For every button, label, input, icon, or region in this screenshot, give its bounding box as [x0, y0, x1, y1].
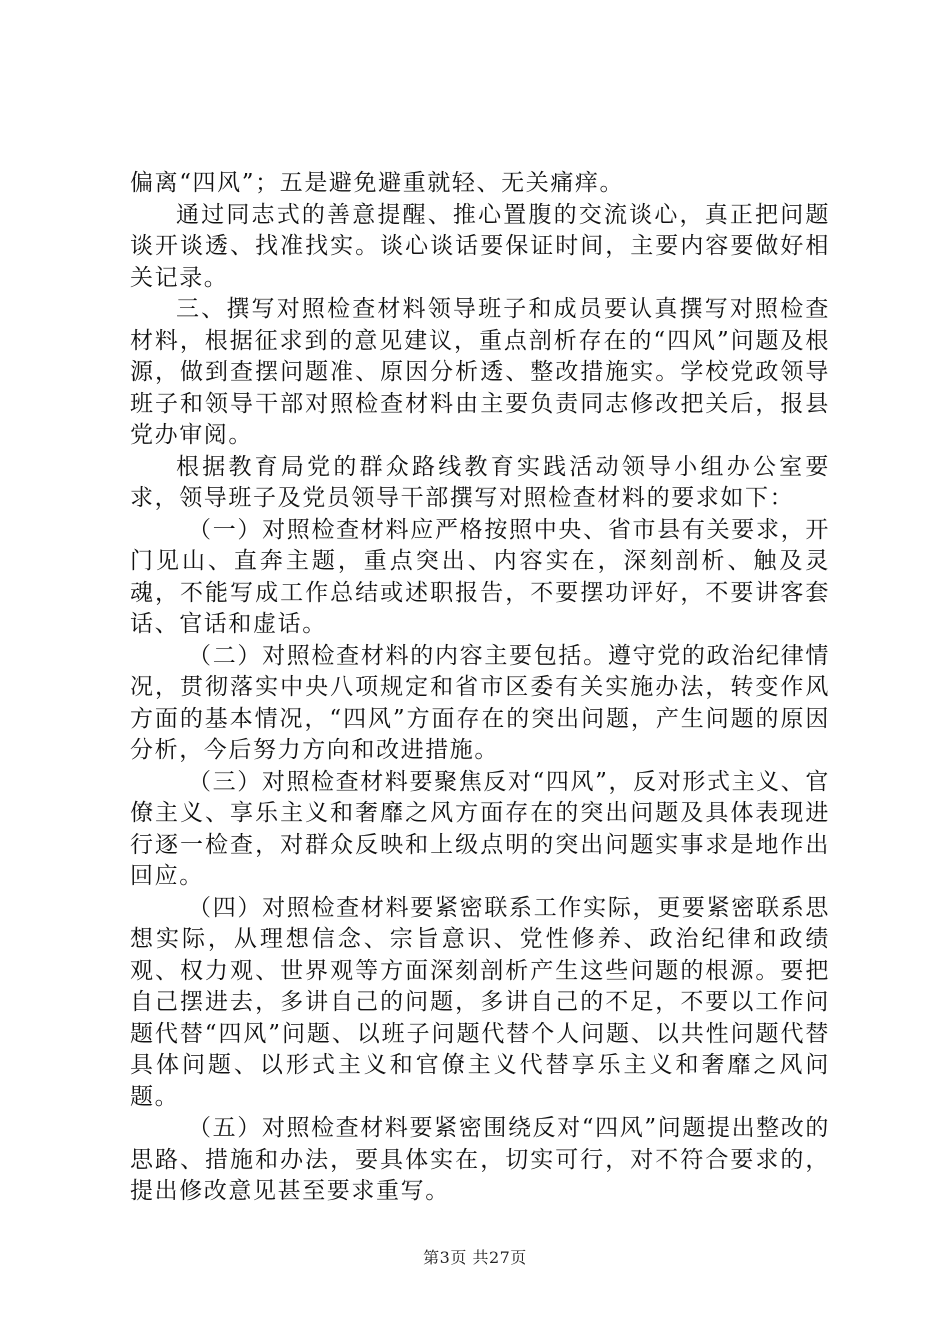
document-body: [130, 168, 830, 1208]
page-number-footer: 第3页 共27页: [423, 1248, 527, 1267]
paragraph-section-three: 三、撰写对照检查材料领导班子和成员要认真撰写对照检查材料，根据征求到的意见建议，重点剖析存在的“四风”问题及根源，做到查摆问题准、原因分析透、整改措施实。学校党政领导班子和领导干部对照检查材料由主要负责同志修改把关后，报县党办审阅。: [130, 296, 830, 448]
paragraph-item-two: （二）对照检查材料的内容主要包括。遵守党的政治纪律情况，贯彻落实中央八项规定和省市区委有关实施办法，转变作风方面的基本情况，“四风”方面存在的突出问题，产生问题的原因分析，今后努力方向和改进措施。: [130, 642, 830, 763]
paragraph-heart-to-heart: 通过同志式的善意提醒、推心置腹的交流谈心，真正把问题谈开谈透、找准找实。谈心谈话要保证时间，主要内容要做好相关记录。: [130, 201, 830, 291]
paragraph-item-three: （三）对照检查材料要聚焦反对“四风”，反对形式主义、官僚主义、享乐主义和奢靡之风方面存在的突出问题及具体表现进行逐一检查，对群众反映和上级点明的突出问题实事求是地作出回应。: [130, 768, 830, 889]
paragraph-item-one: （一）对照检查材料应严格按照中央、省市县有关要求，开门见山、直奔主题，重点突出、内容实在，深刻剖析、触及灵魂，不能写成工作总结或述职报告，不要摆功评好，不要讲客套话、官话和虚话。: [130, 516, 830, 637]
paragraph-item-five: （五）对照检查材料要紧密围绕反对“四风”问题提出整改的思路、措施和办法，要具体实在，切实可行，对不符合要求的，提出修改意见甚至要求重写。: [130, 1115, 830, 1204]
paragraph-continuation: 偏离“四风”；五是避免避重就轻、无关痛痒。: [130, 170, 625, 196]
paragraph-requirements-intro: 根据教育局党的群众路线教育实践活动领导小组办公室要求，领导班子及党员领导干部撰写对照检查材料的要求如下：: [130, 453, 830, 511]
paragraph-item-four: （四）对照检查材料要紧密联系工作实际，更要紧密联系思想实际，从理想信念、宗旨意识、党性修养、政治纪律和政绩观、权力观、世界观等方面深刻剖析产生这些问题的根源。要把自己摆进去，多讲自己的问题，多讲自己的不足，不要以工作问题代替“四风”问题、以班子问题代替个人问题、以共性问题代替具体问题、以形式主义和官僚主义代替享乐主义和奢靡之风问题。: [130, 894, 830, 1110]
